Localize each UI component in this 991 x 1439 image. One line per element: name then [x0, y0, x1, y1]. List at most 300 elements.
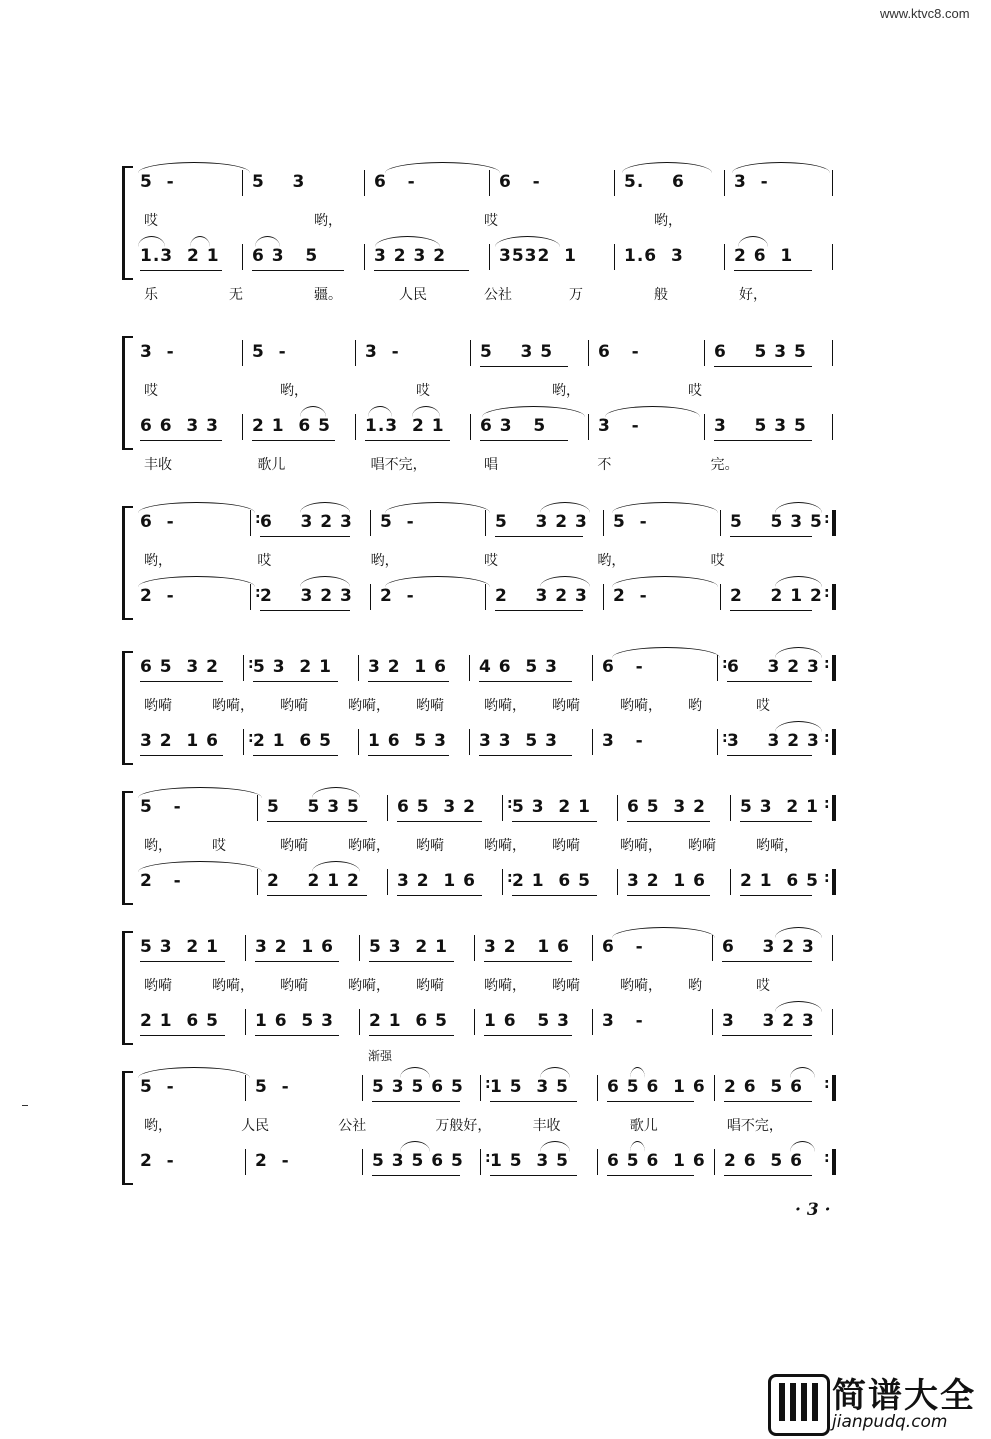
- lower-staff: [0, 584, 991, 612]
- beam-underline: [714, 440, 812, 441]
- measure-notes: 2 -: [140, 1151, 175, 1171]
- slur: [300, 502, 350, 513]
- lyric: 哟，: [314, 213, 342, 229]
- lyric: 疆。: [314, 287, 342, 303]
- slur: [385, 502, 490, 513]
- beam-underline: [740, 895, 812, 896]
- beam-underline: [727, 681, 812, 682]
- measure-notes: 2 1 6 5: [512, 871, 591, 891]
- measure-notes: 5 -: [140, 172, 175, 192]
- measure-notes: 6 3 5: [480, 416, 547, 436]
- barline: [832, 935, 833, 961]
- barline: [355, 414, 356, 440]
- barline: [242, 244, 243, 270]
- beam-underline: [714, 366, 812, 367]
- measure-notes: 6 5 6 1 6: [607, 1151, 706, 1171]
- barline: [720, 584, 721, 610]
- barline: [597, 1149, 598, 1175]
- barline: [592, 935, 593, 961]
- barline: [489, 244, 490, 270]
- lyric: 哟，: [144, 838, 172, 854]
- barline: [832, 340, 833, 366]
- slur: [540, 1141, 570, 1152]
- barline: [592, 1009, 593, 1035]
- barline: [243, 729, 244, 755]
- lyric: 无: [229, 287, 243, 303]
- beam-underline: [253, 681, 338, 682]
- lyric: 哟嗬，: [484, 838, 526, 854]
- slur: [255, 236, 280, 247]
- slur: [495, 236, 560, 247]
- barline: [364, 170, 365, 196]
- barline: [358, 729, 359, 755]
- lyric: 哎: [257, 553, 272, 569]
- lyric: 万: [569, 287, 583, 303]
- beam-underline: [479, 755, 572, 756]
- measure-notes: 6 3 2 3: [727, 657, 820, 677]
- measure-notes: 2 1 6 5: [252, 416, 331, 436]
- barline: [245, 1009, 246, 1035]
- logo-name: 简谱大全: [832, 1376, 976, 1416]
- beam-underline: [722, 961, 812, 962]
- lyric: 哟嗬，: [620, 978, 662, 994]
- lyric: 公社: [484, 287, 512, 303]
- upper-staff: [0, 340, 991, 399]
- lyric: 唱: [484, 457, 498, 473]
- lyric: 哎: [416, 383, 430, 399]
- lyric: 哟嗬: [552, 698, 580, 714]
- measure-notes: 5 -: [140, 797, 182, 817]
- repeat-sign: :: [248, 656, 254, 672]
- slur: [630, 1141, 645, 1152]
- repeat-sign: :: [722, 656, 728, 672]
- measure-notes: 6 3 2 3: [722, 937, 815, 957]
- slur: [138, 162, 250, 173]
- beam-underline: [368, 681, 449, 682]
- lyric: 歌儿: [257, 457, 286, 473]
- lyric: 歌儿: [629, 1118, 658, 1134]
- measure-notes: 5 3 2 1: [140, 937, 219, 957]
- beam-underline: [368, 755, 449, 756]
- beam-underline: [140, 440, 222, 441]
- measure-notes: 6 5 6 1 6: [607, 1077, 706, 1097]
- slur: [775, 927, 822, 938]
- slur: [138, 861, 262, 872]
- lyric: 公社: [338, 1118, 367, 1134]
- lyric: 哎: [212, 838, 226, 854]
- barline: [485, 510, 486, 536]
- measure-notes: 2 2 1 2: [730, 586, 823, 606]
- beam-underline: [490, 1175, 577, 1176]
- slur: [138, 787, 262, 798]
- slur: [540, 1067, 570, 1078]
- lyric: 哟，: [280, 383, 308, 399]
- lyric: 哟: [688, 698, 702, 714]
- lyric: 哟嗬: [688, 838, 716, 854]
- lyric: 哟嗬，: [348, 978, 390, 994]
- barline: [730, 795, 731, 821]
- measure-notes: 3 -: [598, 416, 640, 436]
- beam-underline: [480, 366, 568, 367]
- slur: [482, 406, 585, 417]
- barline: [603, 510, 604, 536]
- lyric: 哟嗬: [280, 698, 308, 714]
- lyric: 哟嗬: [416, 978, 444, 994]
- beam-underline: [140, 961, 225, 962]
- lyric: 万般好，: [435, 1118, 492, 1134]
- measure-notes: 2 -: [140, 586, 175, 606]
- beam-underline: [253, 755, 338, 756]
- barline: [832, 414, 833, 440]
- barline: [724, 170, 725, 196]
- barline: [712, 1009, 713, 1035]
- measure-notes: 1 5 3 5: [490, 1151, 569, 1171]
- beam-underline: [730, 536, 812, 537]
- beam-underline: [252, 440, 335, 441]
- slur: [138, 1067, 250, 1078]
- lower-staff: [0, 1009, 991, 1037]
- lower-staff: [0, 729, 991, 757]
- barline: [592, 655, 593, 681]
- lower-staff: [0, 244, 991, 303]
- barline: [245, 1149, 246, 1175]
- lyric: 人民: [399, 287, 427, 303]
- measure-notes: 5 3 2 1: [253, 657, 332, 677]
- barline: [474, 1009, 475, 1035]
- measure-notes: 2 3 2 3: [495, 586, 588, 606]
- repeat-sign: :: [824, 511, 830, 527]
- barline: [714, 1149, 715, 1175]
- barline: [242, 414, 243, 440]
- barline: [489, 170, 490, 196]
- slur: [738, 236, 768, 247]
- beam-underline: [722, 1035, 812, 1036]
- barline: [362, 1075, 363, 1101]
- barline: [250, 510, 251, 536]
- lower-staff: [0, 869, 991, 897]
- barline: [832, 1009, 833, 1035]
- slur: [138, 576, 255, 587]
- measure-notes: 6 6 3 3: [140, 416, 219, 436]
- measure-notes: 5 3 2 3: [495, 512, 588, 532]
- slur: [612, 502, 718, 513]
- barline: [502, 795, 503, 821]
- barline: [712, 935, 713, 961]
- beam-underline: [252, 270, 344, 271]
- upper-staff: [0, 1075, 991, 1134]
- barline: [592, 729, 593, 755]
- score-system: [0, 160, 991, 303]
- upper-staff: [0, 170, 991, 229]
- measure-notes: 5. 6: [624, 172, 685, 192]
- score-system: [0, 1049, 991, 1195]
- lyric: 哟嗬: [280, 978, 308, 994]
- lyric: 哟嗬: [552, 978, 580, 994]
- barline: [480, 1149, 481, 1175]
- barline: [603, 584, 604, 610]
- measure-notes: 6 -: [499, 172, 541, 192]
- beam-underline: [369, 1035, 454, 1036]
- beam-underline: [480, 440, 568, 441]
- beam-underline: [365, 440, 450, 441]
- barline: [470, 414, 471, 440]
- repeat-sign: :: [824, 656, 830, 672]
- repeat-sign: :: [722, 730, 728, 746]
- lyric: 哟嗬，: [620, 698, 662, 714]
- repeat-sign: :: [824, 1076, 830, 1092]
- measure-notes: 3 5 3 5: [714, 416, 807, 436]
- piano-keys-icon: [768, 1374, 830, 1436]
- barline: [359, 935, 360, 961]
- beam-underline: [724, 1175, 812, 1176]
- barline: [370, 510, 371, 536]
- measure-notes: 3 -: [365, 342, 400, 362]
- slur: [540, 502, 590, 513]
- lyric: 哟: [688, 978, 702, 994]
- barline: [243, 655, 244, 681]
- site-watermark: www.ktvc8.com: [880, 6, 970, 21]
- barline: [245, 1075, 246, 1101]
- barline: [485, 584, 486, 610]
- repeat-sign: :: [255, 511, 261, 527]
- lyric: 哟，: [654, 213, 682, 229]
- lyric: 完。: [710, 457, 739, 473]
- measure-notes: 6 5 3 2: [397, 797, 476, 817]
- barline: [832, 1075, 836, 1101]
- measure-notes: 5 5 3 5: [267, 797, 360, 817]
- slur: [775, 576, 822, 587]
- measure-notes: 4 6 5 3: [479, 657, 558, 677]
- barline: [720, 510, 721, 536]
- lyric: 哎: [710, 553, 725, 569]
- upper-staff: [0, 655, 991, 714]
- lyric: 哎: [756, 978, 770, 994]
- measure-notes: 6 3 5: [252, 246, 319, 266]
- measure-notes: 5 3: [252, 172, 306, 192]
- beam-underline: [372, 1175, 460, 1176]
- barline: [730, 869, 731, 895]
- slur: [385, 162, 500, 173]
- measure-notes: 5 -: [255, 1077, 290, 1097]
- barline: [832, 729, 836, 755]
- barline: [724, 244, 725, 270]
- dynamic-marking: 渐强: [368, 1049, 393, 1063]
- measure-notes: 6 5 3 5: [714, 342, 807, 362]
- lyric: 哟嗬，: [756, 838, 798, 854]
- beam-underline: [260, 610, 350, 611]
- barline: [704, 414, 705, 440]
- measure-notes: 3 2 1 6: [484, 937, 570, 957]
- lyric: 丰收: [144, 457, 172, 473]
- barline: [359, 1009, 360, 1035]
- lyric: 哎: [144, 213, 158, 229]
- beam-underline: [260, 536, 350, 537]
- lyric: 哟嗬，: [348, 698, 390, 714]
- beam-underline: [495, 610, 583, 611]
- slur: [138, 502, 255, 513]
- beam-underline: [397, 895, 482, 896]
- measure-notes: 3 2 3 2: [374, 246, 447, 266]
- logo-url: jianpudq.com: [832, 1412, 948, 1432]
- measure-notes: 2 1 6 5: [253, 731, 332, 751]
- measure-notes: 5 3 2 1: [740, 797, 819, 817]
- beam-underline: [255, 1035, 339, 1036]
- beam-underline: [727, 755, 812, 756]
- measure-notes: 6 -: [602, 657, 644, 677]
- barline: [714, 1075, 715, 1101]
- lyric: 哟，: [144, 553, 172, 569]
- lyric: 哎: [688, 383, 702, 399]
- repeat-sign: :: [824, 1150, 830, 1166]
- repeat-sign: :: [485, 1150, 491, 1166]
- measure-notes: 1.3 2 1: [365, 416, 445, 436]
- lyric: 哟嗬，: [212, 978, 254, 994]
- beam-underline: [740, 821, 812, 822]
- measure-notes: 1 6 5 3: [255, 1011, 334, 1031]
- measure-notes: 5 -: [613, 512, 648, 532]
- barline: [469, 655, 470, 681]
- beam-underline: [607, 1175, 694, 1176]
- measure-notes: 3 -: [734, 172, 769, 192]
- lyric: 哟嗬，: [348, 838, 390, 854]
- lyric: 丰收: [532, 1118, 561, 1134]
- barline: [617, 869, 618, 895]
- slur: [732, 162, 830, 173]
- slur: [368, 406, 392, 417]
- barline: [588, 414, 589, 440]
- repeat-sign: :: [824, 585, 830, 601]
- slur: [775, 502, 822, 513]
- barline: [588, 340, 589, 366]
- slur: [400, 1067, 430, 1078]
- barline: [832, 170, 833, 196]
- lyric: 哟嗬，: [484, 978, 526, 994]
- barline: [370, 584, 371, 610]
- measure-notes: 3 2 1 6: [140, 731, 219, 751]
- measure-notes: 5 3 5: [480, 342, 554, 362]
- measure-notes: 3 3 5 3: [479, 731, 558, 751]
- barline: [242, 170, 243, 196]
- barline: [387, 869, 388, 895]
- lyric: 哟嗬，: [484, 698, 526, 714]
- repeat-sign: :: [485, 1076, 491, 1092]
- barline: [257, 869, 258, 895]
- score-system: [0, 500, 991, 630]
- lyric: 哎: [484, 213, 498, 229]
- upper-staff: [0, 795, 991, 854]
- measure-notes: 1 6 5 3: [368, 731, 447, 751]
- slur: [612, 647, 720, 658]
- lyric: 哟嗬: [416, 698, 444, 714]
- barline: [362, 1149, 363, 1175]
- slur: [790, 1141, 815, 1152]
- barline: [832, 869, 836, 895]
- beam-underline: [495, 536, 583, 537]
- barline: [832, 795, 836, 821]
- measure-notes: 3 3 2 3: [722, 1011, 815, 1031]
- lower-staff: [0, 414, 991, 473]
- site-logo: [768, 1368, 986, 1436]
- lyric: 唱不完，: [370, 457, 427, 473]
- slur: [138, 236, 165, 247]
- measure-notes: 5 3 5 6 5: [372, 1151, 464, 1171]
- lyric: 唱不完，: [726, 1118, 783, 1134]
- repeat-sign: :: [255, 585, 261, 601]
- lyric: 乐: [144, 287, 158, 303]
- beam-underline: [490, 1101, 577, 1102]
- measure-notes: 3532 1: [499, 246, 577, 266]
- lyric: 哟嗬，: [212, 698, 254, 714]
- beam-underline: [267, 895, 367, 896]
- beam-underline: [374, 270, 469, 271]
- score-system: [0, 645, 991, 775]
- barline: [250, 584, 251, 610]
- repeat-sign: :: [824, 870, 830, 886]
- barline: [617, 795, 618, 821]
- score-system: [0, 785, 991, 915]
- barline: [832, 1149, 836, 1175]
- measure-notes: 6 -: [598, 342, 640, 362]
- page-number: · 3 ·: [795, 1200, 831, 1220]
- barline: [717, 729, 718, 755]
- barline: [257, 795, 258, 821]
- barline: [502, 869, 503, 895]
- barline: [469, 729, 470, 755]
- lyric: 哎: [756, 698, 770, 714]
- measure-notes: 3 2 1 6: [627, 871, 706, 891]
- measure-notes: 3 -: [602, 1011, 644, 1031]
- score-system: [0, 925, 991, 1055]
- lyric: 哟嗬: [280, 838, 308, 854]
- slur: [312, 861, 360, 872]
- barline: [245, 935, 246, 961]
- measure-notes: 2 6 1: [734, 246, 794, 266]
- barline: [832, 584, 836, 610]
- barline: [832, 244, 833, 270]
- beam-underline: [724, 1101, 812, 1102]
- measure-notes: 1 6 5 3: [484, 1011, 570, 1031]
- barline: [474, 935, 475, 961]
- slur: [375, 236, 440, 247]
- measure-notes: 2 -: [613, 586, 648, 606]
- slur: [300, 406, 326, 417]
- beam-underline: [140, 1035, 225, 1036]
- slur: [605, 406, 700, 417]
- slur: [400, 1141, 430, 1152]
- beam-underline: [627, 821, 710, 822]
- beam-underline: [140, 755, 223, 756]
- measure-notes: 5 3 2 1: [369, 937, 448, 957]
- barline: [832, 510, 836, 536]
- measure-notes: 2 6 5 6: [724, 1151, 803, 1171]
- slur: [622, 162, 712, 173]
- score-system: [0, 330, 991, 473]
- measure-notes: 2 1 6 5: [140, 1011, 219, 1031]
- beam-underline: [255, 961, 339, 962]
- measure-notes: 6 5 3 2: [140, 657, 219, 677]
- slur: [300, 576, 350, 587]
- beam-underline: [397, 821, 482, 822]
- beam-underline: [372, 1101, 460, 1102]
- lyric: 哟嗬: [416, 838, 444, 854]
- barline: [242, 340, 243, 366]
- slur: [630, 1067, 645, 1078]
- repeat-sign: :: [824, 796, 830, 812]
- lyric: 哟，: [144, 1118, 172, 1134]
- measure-notes: 2 1 6 5: [740, 871, 819, 891]
- barline: [364, 244, 365, 270]
- lyric: 哟嗬: [552, 838, 580, 854]
